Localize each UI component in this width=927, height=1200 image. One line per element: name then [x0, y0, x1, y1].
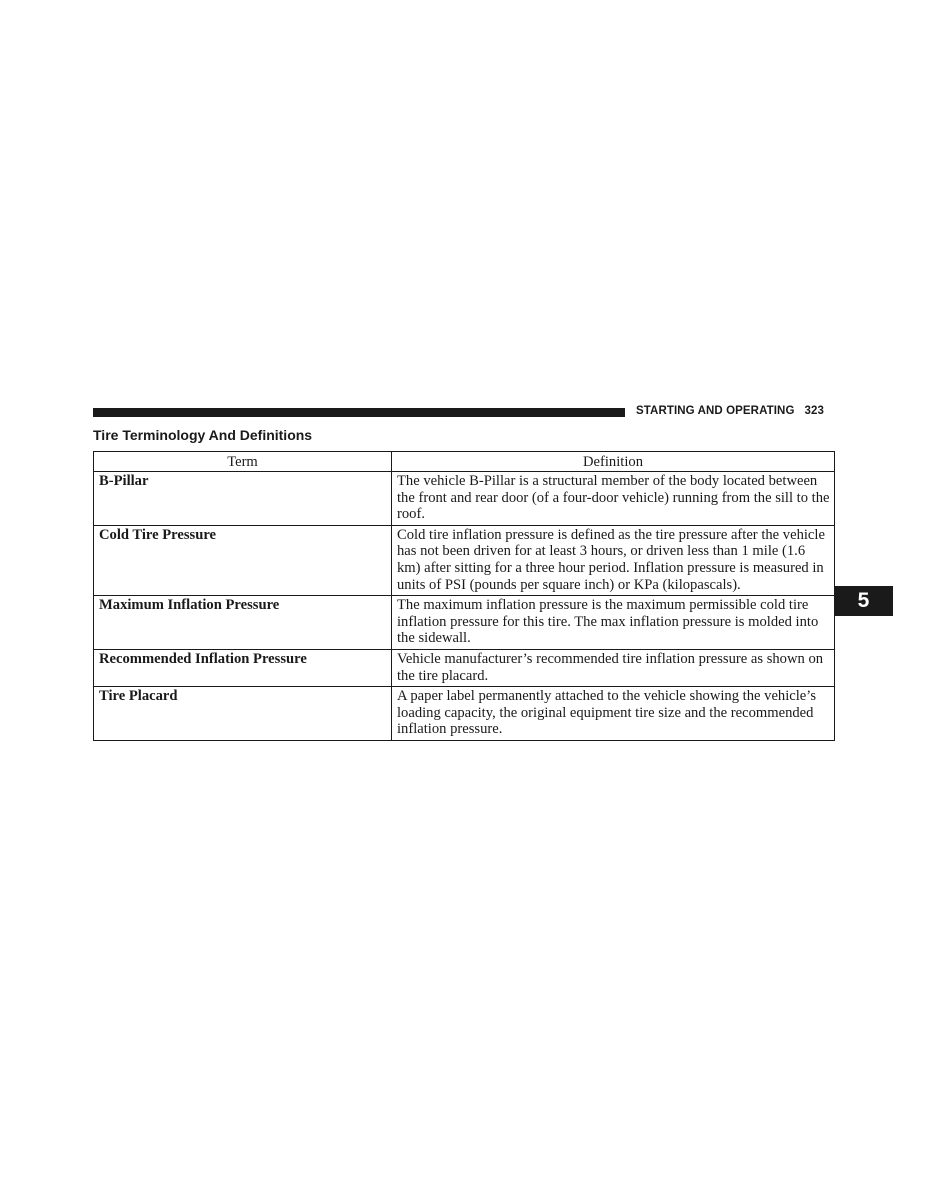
section-name: STARTING AND OPERATING [636, 405, 795, 417]
definition-cell: The vehicle B-Pillar is a structural member of the body located between the front and rear door (of a four-door vehicle) running from the sill to the roof. [392, 472, 835, 526]
term-cell: Recommended Inflation Pressure [94, 649, 392, 686]
section-title: Tire Terminology And Definitions [93, 427, 313, 443]
definition-cell: The maximum inflation pressure is the maximum permissible cold tire inflation pressure for this tire. The max inflation pressure is molded into the sidewall. [392, 596, 835, 650]
term-cell: Maximum Inflation Pressure [94, 596, 392, 650]
table-row [94, 472, 835, 526]
table-header-row [94, 452, 835, 472]
header-rule [93, 408, 625, 417]
term-cell: Cold Tire Pressure [94, 525, 392, 595]
definition-cell: A paper label permanently attached to the vehicle showing the vehicle’s loading capacity, the original equipment tire size and the recommended inflation pressure. [392, 687, 835, 741]
table-row [94, 596, 835, 650]
definition-column-header: Definition [392, 452, 835, 472]
definition-cell: Vehicle manufacturer’s recommended tire inflation pressure as shown on the tire placard. [392, 649, 835, 686]
page-number: 323 [804, 405, 825, 417]
table-row [94, 525, 835, 595]
running-header [636, 405, 824, 417]
definitions-table [93, 451, 835, 741]
table-row [94, 649, 835, 686]
term-cell: Tire Placard [94, 687, 392, 741]
table-row [94, 687, 835, 741]
definition-cell: Cold tire inflation pressure is defined as the tire pressure after the vehicle has not been driven for at least 3 hours, or driven less than 1 mile (1.6 km) after sitting for a three hour period. Inflation pressure is measured in units of PSI (pounds per square inch) or KPa (kilopascals). [392, 525, 835, 595]
chapter-tab: 5 [834, 586, 893, 616]
term-cell: B-Pillar [94, 472, 392, 526]
term-column-header: Term [94, 452, 392, 472]
